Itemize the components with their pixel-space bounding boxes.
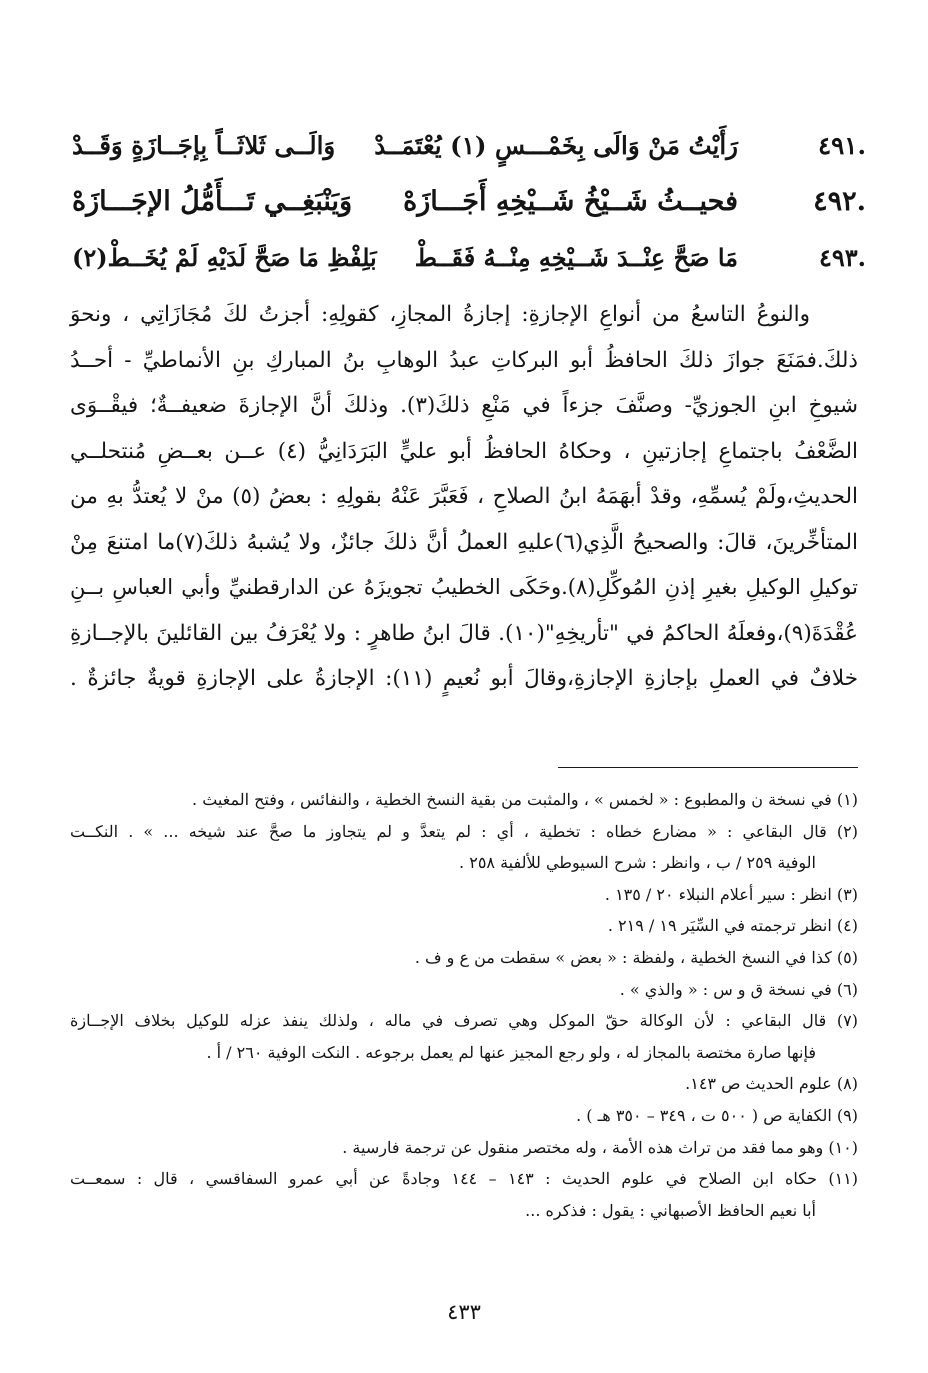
verse-second-hemistich: وَالَــى ثَلاثَــاً بِإجَــازَةٍ وَقَــدْ	[72, 131, 336, 160]
footnotes	[70, 784, 858, 1226]
footnote-1	[70, 784, 858, 816]
footnote-line: (٩) الكفاية ص ( ٥٠٠ ت ، ٣٤٩ – ٣٥٠ هـ ) .	[576, 1105, 858, 1125]
paragraph-line: خلافٌ في العملِ بإجازةِ الإجازةِ،وقالَ أبو نُعيمٍ (١١): الإجازةُ على الإجازةِ قويةٌ جائزةٌ .	[70, 666, 858, 691]
footnote-line: (٣) انظر : سير أعلام النبلاء ٢٠ / ١٣٥ .	[604, 884, 858, 904]
verse-second-hemistich: بَلِفْظِ مَا صَحَّ لَدَيْهِ لَمْ يُخَــطْ(٢)	[72, 243, 377, 272]
footnote-7	[70, 1005, 858, 1068]
footnote-6	[70, 974, 858, 1006]
footnote-line: (١) في نسخة ن والمطبوع : « لخمس » ، والمثبت من بقية النسخ الخطية ، والنفائس ، وفتح المغيث .	[192, 790, 858, 809]
footnote-4	[70, 910, 858, 942]
paragraph-line: عُقْدَةَ(٩)،وفعلَهُ الحاكمُ في "تأريخِهِ"(١٠). قالَ ابنُ طاهرٍ : ولا يُعْرَفُ بين القائلينَ بالإجــازةِ	[70, 620, 858, 646]
paragraph-line: والنوعُ التاسعُ من أنواعِ الإجازةِ: إجازةُ المجازِ، كقولِهِ: أجزتُ لكَ مُجَازَاتِي ، ونحوَ	[70, 302, 810, 327]
paragraph-line: توكيلِ الوكيلِ بغيرِ إذنِ المُوكِّلِ(٨).وحَكَى الخطيبُ تجويزَهُ عن الدارقطنيِّ وأبي العباسِ بــنِ	[70, 575, 858, 599]
paragraph-line: الضَّعْفُ باجتماعِ إجازتينِ ، وحكاهُ الحافظُ أبو عليٍّ البَرَدَانِيُّ (٤) عــن بعــضِ مُنتحلــي	[70, 438, 858, 464]
verse-493	[60, 230, 866, 286]
footnote-line: (٥) كذا في النسخ الخطية ، ولفظة : « بعض » سقطت من ع و ف .	[414, 947, 858, 967]
footnote-line: الوفية ٢٥٩ / ب ، وانظر : شرح السيوطي للألفية ٢٥٨ .	[459, 853, 816, 873]
footnote-line: أبا نعيم الحافظ الأصبهاني : يقول : فذكره ...	[525, 1200, 816, 1220]
footnote-line: (٨) علوم الحديث ص ١٤٣.	[685, 1074, 858, 1094]
verse-second-hemistich: وَيَنْبَغِــي تَـــأَمُّلُ الإجَـــازَهْ	[72, 186, 353, 217]
footnote-9	[70, 1100, 858, 1132]
footnote-line: (١٠) وهو مما فقد من تراث هذه الأمة ، وله مختصر منقول عن ترجمة فارسية .	[342, 1137, 858, 1157]
footnote-line: (٢) قال البقاعي : « مضارع خطاه : تخطية ، أي : لم يتعدَّ و لم يتجاوز ما صحَّ عند شيخه ... » . النكــت	[70, 821, 858, 841]
footnote-11	[70, 1163, 858, 1226]
footnote-5	[70, 942, 858, 974]
commentary-paragraph	[70, 292, 858, 702]
footnote-line: (٦) في نسخة ق و س : « والذي » .	[619, 979, 858, 999]
poem-verses	[60, 118, 866, 286]
footnote-line: (٧) قال البقاعي : لأن الوكالة حقّ الموكل وهي تصرف في ماله ، ولذلك ينفذ عزله للوكيل بخلاف الإجــازة	[70, 1011, 858, 1031]
verse-number: ٤٩١.	[817, 131, 866, 160]
footnote-line: (١١) حكاه ابن الصلاح في علوم الحديث : ١٤٣ – ١٤٤ وجادةً عن أبي عمرو السفاقسي ، قال : سمعــت	[70, 1169, 859, 1189]
footnote-8	[70, 1068, 858, 1100]
paragraph-line: الحديثِ،ولَمْ يُسمِّهِ، وقدْ أبهَمَهُ ابنُ الصلاحِ ، فَعَبَّرَ عَنْهُ بقولِهِ : بعضُ (٥) منْ لا يُعتدُّ بهِ من	[70, 484, 858, 509]
verse-first-hemistich: مَا صَحَّ عِنْــدَ شَــيْخِهِ مِنْــهُ فَقَــطْ	[414, 243, 738, 272]
paragraph-line: شيوخِ ابنِ الجوزيِّ- وصنَّفَ جزءاً في مَنْعِ ذلكَ(٣). وذلكَ أنَّ الإجازةَ ضعيفــةٌ؛ فيقْــوَى	[70, 393, 858, 418]
footnote-separator	[558, 767, 858, 768]
verse-number: ٤٩٢.	[813, 186, 866, 217]
verse-491	[60, 118, 866, 174]
page-number: ٤٣٣	[447, 1300, 481, 1324]
footnote-10	[70, 1132, 858, 1164]
verse-first-hemistich: فحيــثُ شَــيْخُ شَــيْخِهِ أَجَـــازَهْ	[403, 186, 738, 217]
footnote-3	[70, 879, 858, 911]
verse-first-hemistich: رَأَيْتُ مَنْ وَالَى بِخَمْـــسٍ (١) يُعْتَمَــدْ	[374, 131, 738, 160]
paragraph-line: ذلكَ.فمَنَعَ جوازَ ذلكَ الحافظُ أبو البركاتِ عبدُ الوهابِ بنُ المباركِ بنِ الأنماطيِّ - أحــدُ	[70, 347, 858, 373]
paragraph-line: المتأخِّرينَ، قالَ: والصحيحُ الَّذِي(٦)عليهِ العملُ أنَّ ذلكَ جائزٌ، ولا يُشبهُ ذلكَ(٧)ما امتنعَ مِنْ	[70, 529, 858, 555]
footnote-2	[70, 816, 858, 879]
footnote-line: فإنها صارة مختصة بالمجاز له ، ولو رجع المجيز عنها لم يعمل برجوعه . النكت الوفية ٢٦٠ / أ .	[206, 1042, 816, 1062]
verse-492	[60, 174, 866, 230]
verse-number: ٤٩٣.	[818, 243, 866, 272]
footnote-line: (٤) انظر ترجمته في السِّيَر ١٩ / ٢١٩ .	[607, 916, 858, 936]
